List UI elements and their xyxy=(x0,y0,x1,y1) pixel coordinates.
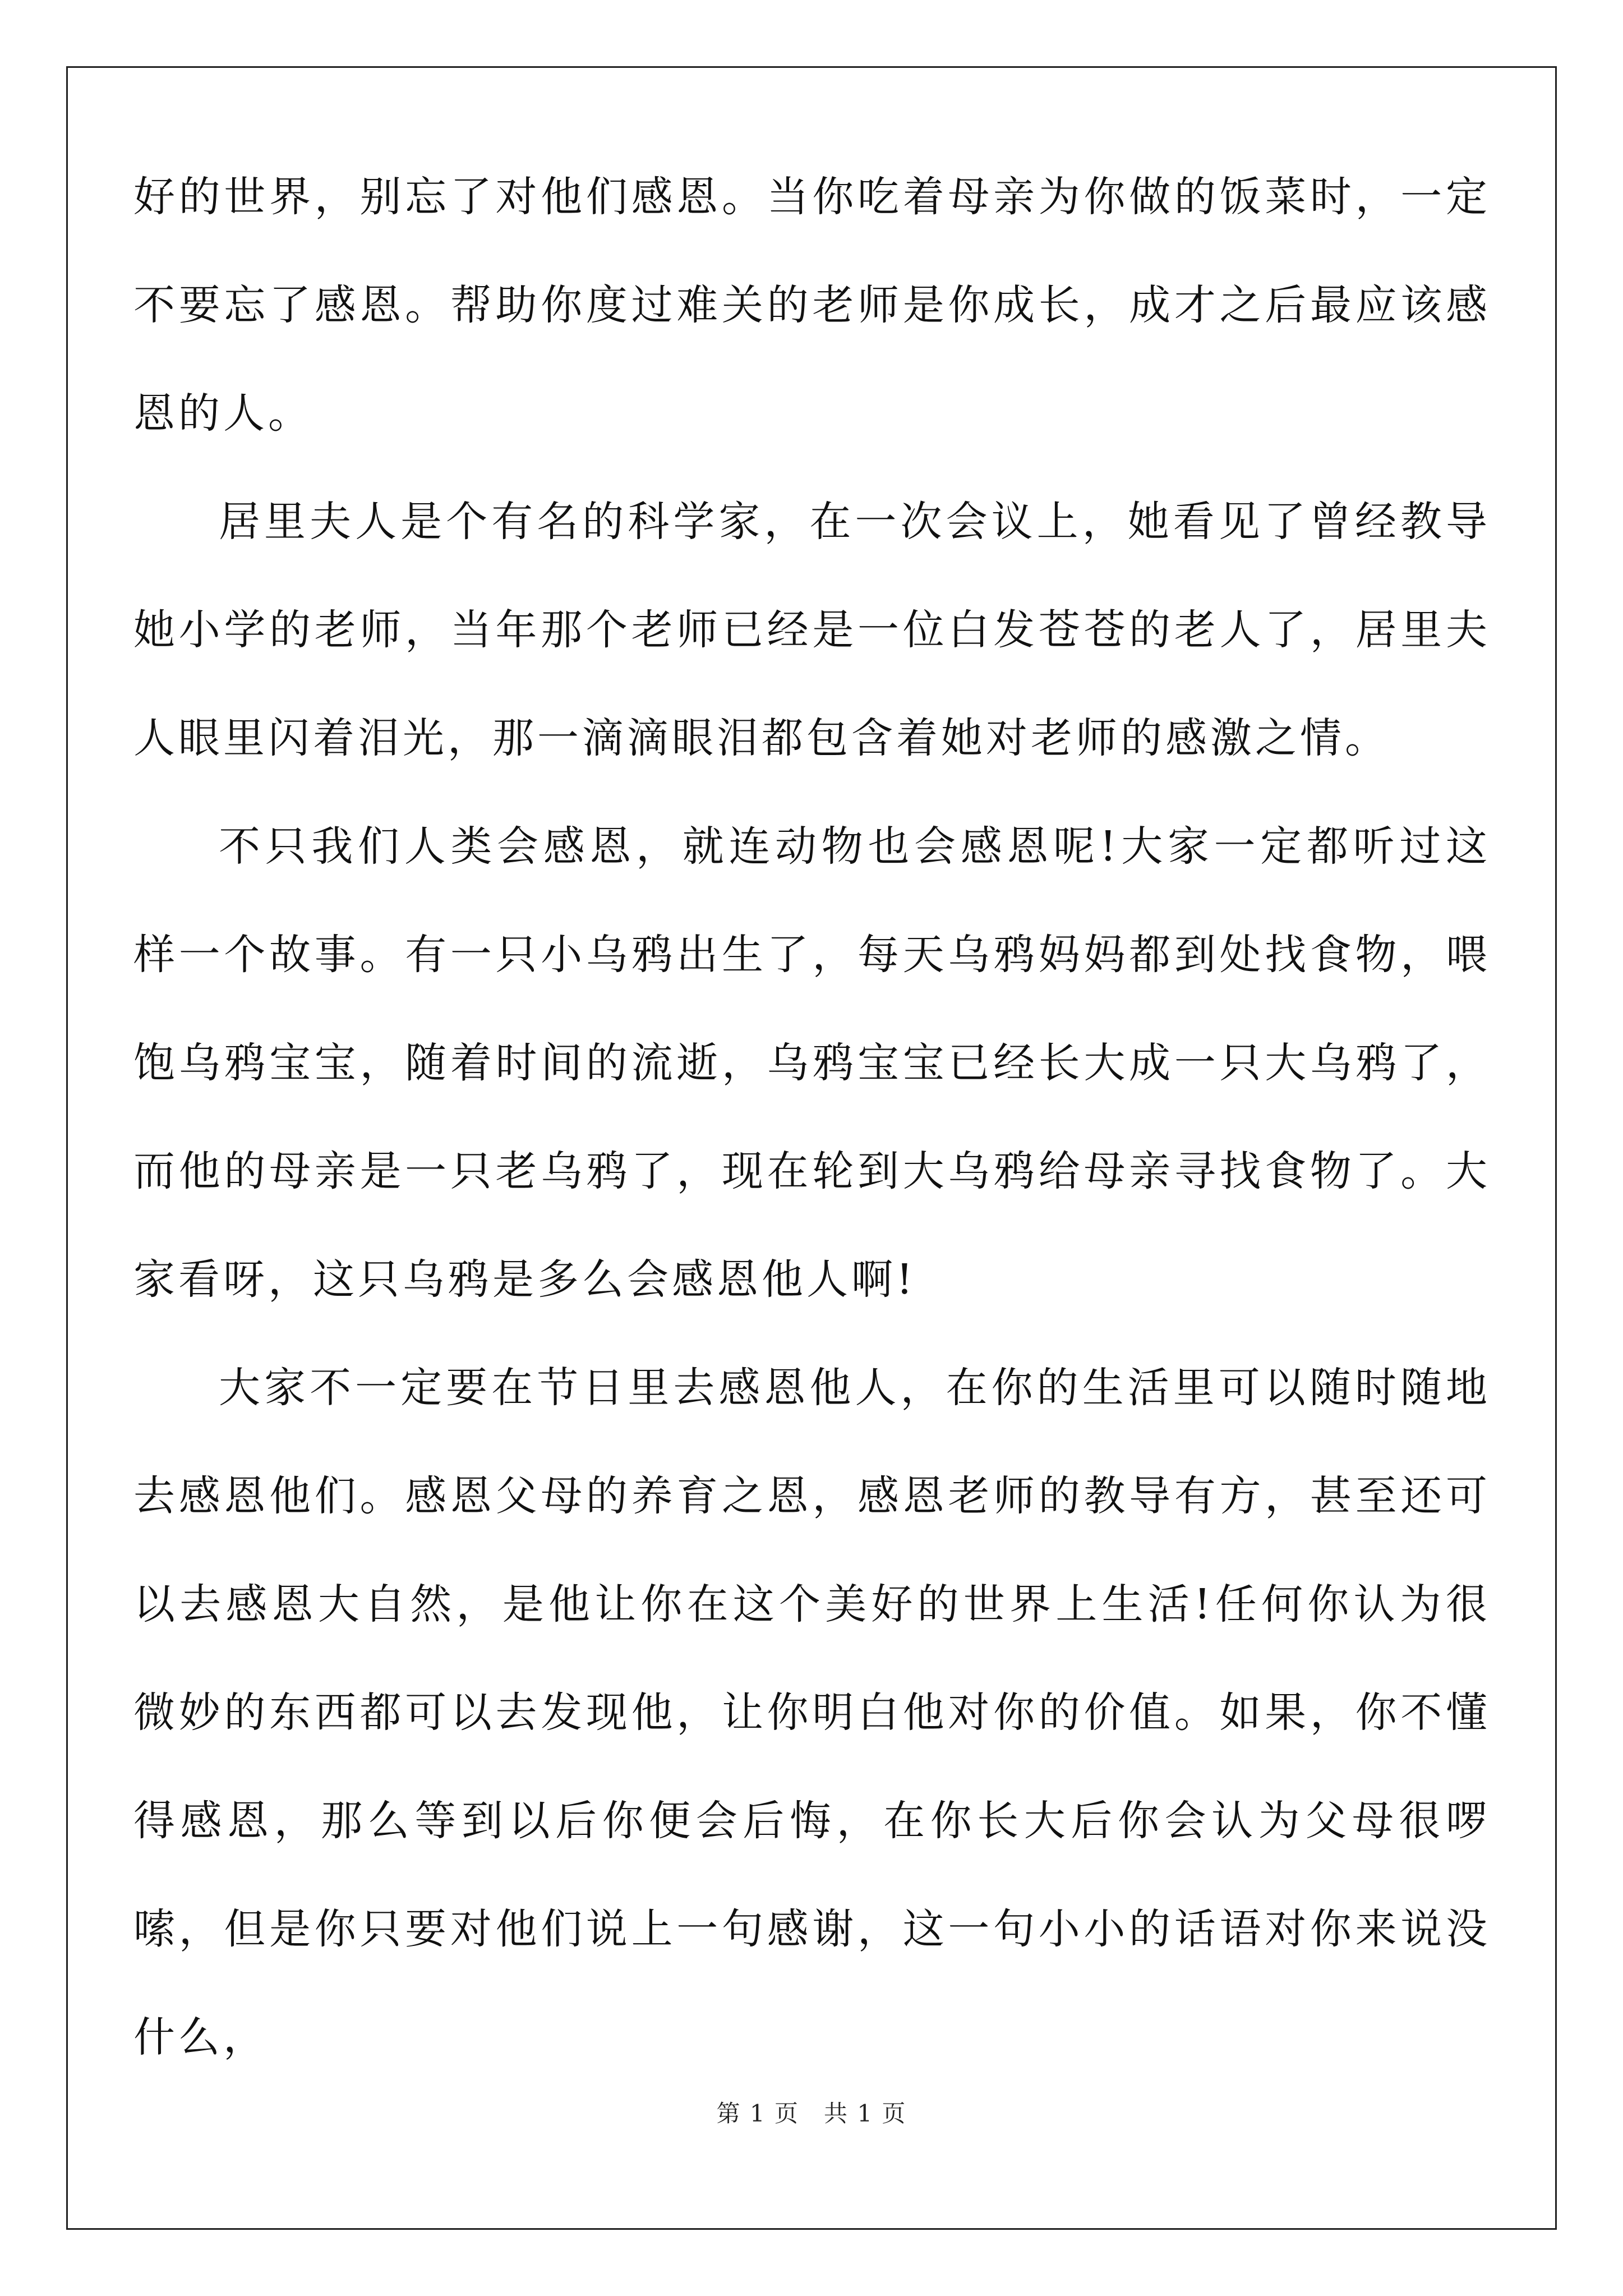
document-body xyxy=(133,143,1491,2092)
paragraph-1: 好的世界，别忘了对他们感恩。当你吃着母亲为你做的饭菜时，一定不要忘了感恩。帮助你度过难关的老师是你成长，成才之后最应该感恩的人。 xyxy=(133,173,1491,438)
paragraph-4: 大家不一定要在节日里去感恩他人，在你的生活里可以随时随地去感恩他们。感恩父母的养育之恩，感恩老师的教导有方，甚至还可以去感恩大自然，是他让你在这个美好的世界上生活!任何你认为很微妙的东西都可以去发现他，让你明白他对你的价值。如果，你不懂得感恩，那么等到以后你便会后悔，在你长大后你会认为父母很啰嗦，但是你只要对他们说上一句感谢，这一句小小的话语对你来说没什么， xyxy=(133,1364,1491,2062)
page-number-footer: 第 1 页 共 1 页 xyxy=(716,2100,907,2127)
paragraph-3: 不只我们人类会感恩，就连动物也会感恩呢!大家一定都听过这样一个故事。有一只小乌鸦出生了，每天乌鸦妈妈都到处找食物，喂饱乌鸦宝宝，随着时间的流逝，乌鸦宝宝已经长大成一只大乌鸦了，而他的母亲是一只老乌鸦了，现在轮到大乌鸦给母亲寻找食物了。大家看呀，这只乌鸦是多么会感恩他人啊! xyxy=(133,822,1491,1304)
paragraph-2: 居里夫人是个有名的科学家，在一次会议上，她看见了曾经教导她小学的老师，当年那个老师已经是一位白发苍苍的老人了，居里夫人眼里闪着泪光，那一滴滴眼泪都包含着她对老师的感激之情。 xyxy=(133,498,1491,762)
